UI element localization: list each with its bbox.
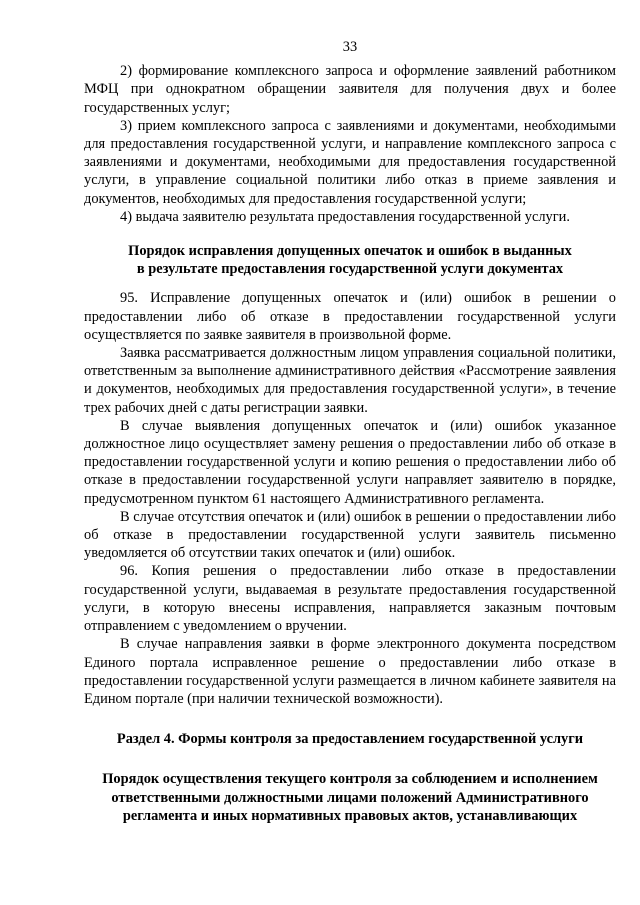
subsection-heading: Порядок осуществления текущего контроля за соблюдением и исполнением ответственными должностными лицами положений Административного регламента и иных нормативных правовых актов, устанавливающих bbox=[102, 771, 598, 824]
paragraph: В случае выявления допущенных опечаток и (или) ошибок указанное должностное лицо осуществляет замену решения о предоставлении либо об отказе в предоставлении государственной услуги и копию решения о предоставлении либо об отказе в предоставлении государственной услуги направляет заявителю в порядке, предусмотренном пунктом 61 настоящего Административного регламента. bbox=[84, 417, 616, 507]
paragraph: 95. Исправление допущенных опечаток и (или) ошибок в решении о предоставлении либо об отказе в предоставлении государственной услуги осуществляется по заявке заявителя в произвольной форме. bbox=[84, 290, 616, 343]
section-heading: Порядок исправления допущенных опечаток и ошибок в выданных в результате предоставления государственной услуги документах bbox=[128, 243, 572, 278]
paragraph: 4) выдача заявителю результата предоставления государственной услуги. bbox=[120, 208, 570, 225]
paragraph: Заявка рассматривается должностным лицом управления социальной политики, ответственным за выполнение административного действия «Рассмотрение заявления и документов, необходимых для предоставления государственной услуги», в течение трех рабочих дней с даты регистрации заявки. bbox=[84, 345, 616, 416]
paragraph: 2) формирование комплексного запроса и оформление заявлений работником МФЦ при однократном обращении заявителя для получения двух и более государственных услуг; bbox=[84, 63, 616, 116]
paragraph: 3) прием комплексного запроса с заявлениями и документами, необходимыми для предоставления государственной услуги, и направление комплексного запроса с заявлениями и документами, необходимыми для предоставления государственной услуги, в управление социальной политики либо отказ в приеме заявления и документов, необходимых для предоставления государственной услуги; bbox=[84, 117, 616, 207]
paragraph: В случае направления заявки в форме электронного документа посредством Единого портала исправленное решение о предоставлении либо отказе в предоставлении государственной услуги размещается в личном кабинете заявителя на Едином портале (при наличии технической возможности). bbox=[84, 636, 616, 707]
section-title: Раздел 4. Формы контроля за предоставлением государственной услуги bbox=[116, 731, 584, 748]
page-number: 33 bbox=[342, 39, 358, 55]
paragraph: В случае отсутствия опечаток и (или) ошибок в решении о предоставлении либо об отказе в предоставлении государственной услуги заявитель письменно уведомляется об отсутствии таких опечаток и (или) ошибок. bbox=[84, 508, 616, 562]
paragraph: 96. Копия решения о предоставлении либо отказе в предоставлении государственной услуги, выдаваемая в результате предоставления государственной услуги, в которую внесены исправления, направляется заказным почтовым отправлением с уведомлением о вручении. bbox=[84, 563, 616, 635]
